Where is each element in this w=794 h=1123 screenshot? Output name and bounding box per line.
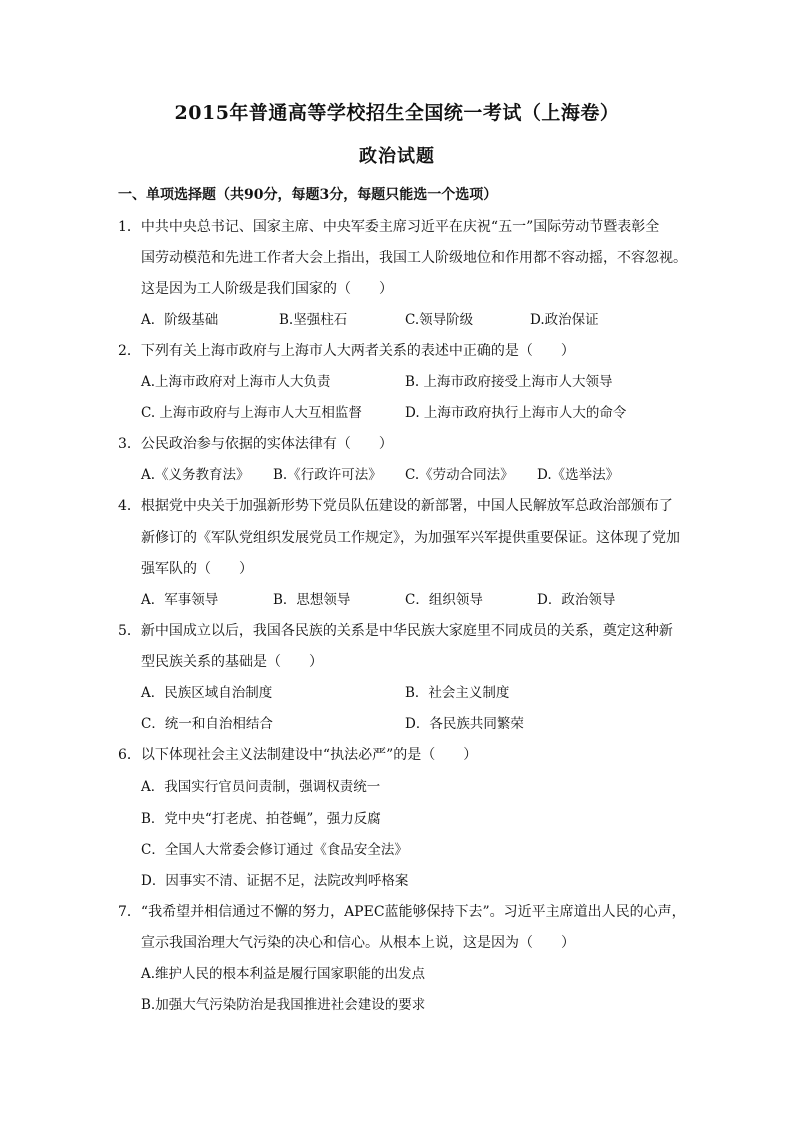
question-1-option-b: B.坚强柱石: [279, 312, 348, 328]
question-5-option-a: A．民族区域自治制度: [141, 685, 273, 701]
question-4-option-a: A．军事领导: [141, 592, 219, 608]
exam-subtitle: 政治试题: [359, 146, 435, 167]
question-1-option-a: A．阶级基础: [141, 312, 219, 328]
question-1-line-1: 1．中共中央总书记、国家主席、中央军委主席习近平在庆祝“五一”国际劳动节暨表彰全: [118, 219, 660, 235]
question-5-option-c: C．统一和自治相结合: [141, 716, 273, 732]
question-2-line-1: 2．下列有关上海市政府与上海市人大两者关系的表述中正确的是（ ）: [118, 343, 575, 359]
question-7-option-a: A.维护人民的根本利益是履行国家职能的出发点: [141, 966, 426, 982]
question-4-option-b: B．思想领导: [273, 592, 351, 608]
question-4-option-c: C．组织领导: [405, 592, 483, 608]
question-3-option-c: C.《劳动合同法》: [405, 467, 514, 483]
question-4-option-d: D．政治领导: [537, 592, 616, 608]
question-1-option-d: D.政治保证: [530, 312, 599, 328]
question-6-option-a: A．我国实行官员问责制，强调权责统一: [141, 779, 381, 795]
question-5-option-b: B．社会主义制度: [405, 685, 510, 701]
question-5-line-1: 5．新中国成立以后，我国各民族的关系是中华民族大家庭里不同成员的关系，奠定这种新: [118, 623, 673, 639]
section-heading: 一、单项选择题（共90分，每题3分，每题只能选一个选项）: [118, 187, 498, 203]
question-3-option-b: B.《行政许可法》: [273, 467, 382, 483]
question-7-option-b: B.加强大气污染防治是我国推进社会建设的要求: [141, 997, 426, 1013]
question-1-line-3: 这是因为工人阶级是我们国家的（ ）: [141, 281, 393, 297]
exam-title: 2015年普通高等学校招生全国统一考试（上海卷）: [174, 102, 620, 124]
question-5-option-d: D．各民族共同繁荣: [405, 716, 524, 732]
question-3-option-d: D.《选举法》: [537, 467, 620, 483]
question-7-line-1: 7．“我希望并相信通过不懈的努力，APEC蓝能够保持下去”。习近平主席道出人民的心声，: [118, 904, 686, 920]
question-2-option-d: D. 上海市政府执行上海市人大的命令: [405, 405, 627, 421]
question-1-option-c: C.领导阶级: [405, 312, 474, 328]
question-6-option-d: D．因事实不清、证据不足，法院改判呼格案: [141, 873, 409, 889]
question-2-option-c: C. 上海市政府与上海市人大互相监督: [141, 405, 362, 421]
question-1-line-2: 国劳动模范和先进工作者大会上指出，我国工人阶级地位和作用都不容动摇，不容忽视。: [141, 250, 687, 266]
question-6-line-1: 6．以下体现社会主义法制建设中“执法必严”的是（ ）: [118, 747, 478, 763]
question-4-line-2: 新修订的《军队党组织发展党员工作规定》，为加强军兴军提供重要保证。这体现了党加: [141, 530, 680, 546]
question-6-option-b: B．党中央“打老虎、拍苍蝇”，强力反腐: [141, 811, 381, 827]
question-7-line-2: 宣示我国治理大气污染的决心和信心。从根本上说，这是因为（ ）: [141, 935, 575, 951]
question-5-line-2: 型民族关系的基础是（ ）: [141, 654, 323, 670]
question-4-line-3: 强军队的（ ）: [141, 561, 253, 577]
question-2-option-a: A.上海市政府对上海市人大负责: [141, 374, 331, 390]
question-3-option-a: A.《义务教育法》: [141, 467, 250, 483]
question-6-option-c: C．全国人大常委会修订通过《食品安全法》: [141, 842, 408, 858]
question-4-line-1: 4．根据党中央关于加强新形势下党员队伍建设的新部署，中国人民解放军总政治部颁布了: [118, 498, 673, 514]
question-2-option-b: B. 上海市政府接受上海市人大领导: [405, 374, 613, 390]
question-3-line-1: 3．公民政治参与依据的实体法律有（ ）: [118, 436, 393, 452]
